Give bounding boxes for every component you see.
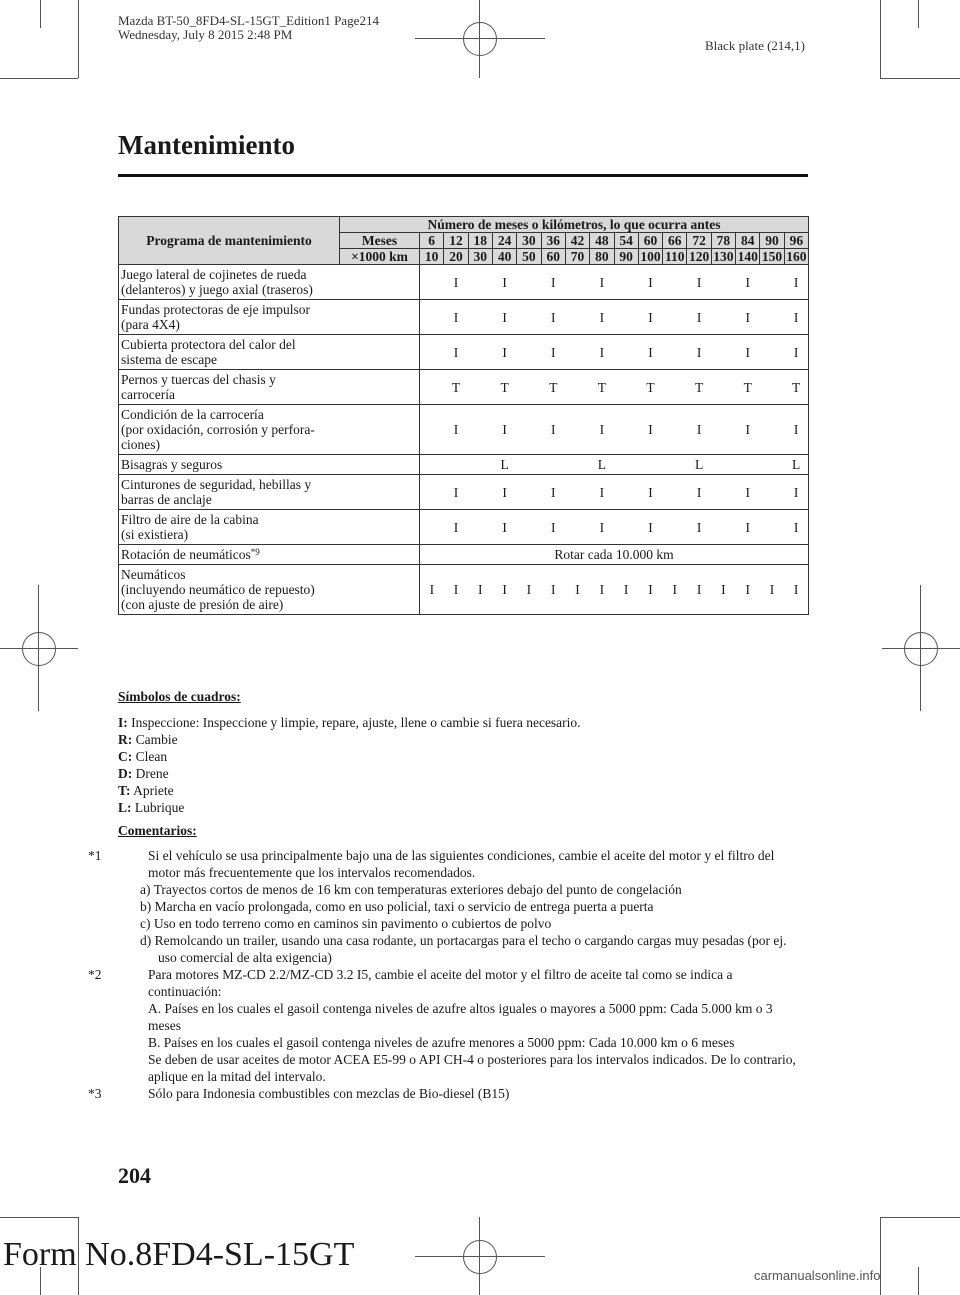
km-value-cell: 70 <box>565 249 589 265</box>
print-header-plate: Black plate (214,1) <box>705 38 805 53</box>
schedule-mark-cell <box>760 475 784 510</box>
maintenance-item-text: Neumáticos <box>121 567 186 582</box>
maintenance-item-text: ciones) <box>121 437 160 452</box>
maintenance-item-text: Fundas protectoras de eje impulsor <box>121 302 310 317</box>
schedule-mark-cell: I <box>420 565 444 615</box>
comment-1-sublist <box>118 881 808 966</box>
months-value-cell: 78 <box>711 233 735 249</box>
schedule-mark-cell: T <box>638 370 662 405</box>
schedule-mark-cell <box>760 265 784 300</box>
schedule-mark-cell <box>663 455 687 475</box>
months-value-cell: 30 <box>517 233 541 249</box>
symbol-key: D: <box>118 766 133 781</box>
schedule-mark-cell <box>663 510 687 545</box>
schedule-mark-cell <box>711 455 735 475</box>
maintenance-item-text: Rotación de neumáticos <box>121 547 251 562</box>
maintenance-item-cell <box>119 370 420 405</box>
schedule-mark-cell <box>663 405 687 455</box>
schedule-mark-cell <box>663 265 687 300</box>
months-label-cell: Meses <box>340 233 420 249</box>
schedule-mark-cell <box>420 475 444 510</box>
schedule-mark-cell: L <box>784 455 808 475</box>
schedule-mark-cell: I <box>784 300 808 335</box>
comment-2-text: Para motores MZ-CD 2.2/MZ-CD 3.2 I5, cambie el aceite del motor y el filtro de aceite tal como se indica a continuación: <box>148 967 733 999</box>
months-value-cell: 12 <box>444 233 468 249</box>
table-row <box>119 405 809 455</box>
maintenance-schedule-table <box>118 216 809 615</box>
table-row <box>119 335 809 370</box>
schedule-mark-cell: I <box>492 475 516 510</box>
km-value-cell: 100 <box>638 249 662 265</box>
schedule-mark-cell <box>420 335 444 370</box>
schedule-mark-cell <box>760 335 784 370</box>
schedule-mark-cell: I <box>444 300 468 335</box>
schedule-mark-cell <box>614 300 638 335</box>
comments-section <box>88 822 808 1102</box>
schedule-mark-cell <box>736 455 760 475</box>
km-value-cell: 80 <box>590 249 614 265</box>
schedule-mark-cell: I <box>784 475 808 510</box>
schedule-mark-cell <box>468 405 492 455</box>
months-value-cell: 90 <box>760 233 784 249</box>
schedule-mark-cell <box>565 265 589 300</box>
schedule-mark-cell: I <box>517 565 541 615</box>
km-value-cell: 90 <box>614 249 638 265</box>
schedule-mark-cell <box>541 455 565 475</box>
comment-2-oil-spec: Se deben de usar aceites de motor ACEA E5-99 o API CH-4 o posteriores para los intervalos indicados. De lo contrario, aplique en la mitad del intervalo. <box>148 1052 796 1084</box>
comment-1-condition: a) Trayectos cortos de menos de 16 km con temperaturas exteriores debajo del punto de congelación <box>140 882 682 897</box>
registration-mark-bottom <box>463 1240 497 1274</box>
schedule-mark-cell: I <box>638 475 662 510</box>
symbol-item <box>118 765 808 782</box>
schedule-mark-cell <box>517 405 541 455</box>
schedule-mark-cell <box>711 300 735 335</box>
schedule-mark-cell: I <box>444 405 468 455</box>
symbol-key: C: <box>118 749 133 764</box>
schedule-mark-cell: I <box>614 565 638 615</box>
schedule-mark-cell: I <box>590 335 614 370</box>
months-value-cell: 84 <box>736 233 760 249</box>
schedule-mark-cell <box>614 455 638 475</box>
corner-label-cell: Programa de mantenimiento <box>119 217 340 265</box>
schedule-mark-cell: I <box>784 335 808 370</box>
schedule-mark-cell: I <box>492 510 516 545</box>
page-number: 204 <box>118 1163 151 1188</box>
schedule-mark-cell: I <box>687 565 711 615</box>
schedule-mark-cell <box>420 405 444 455</box>
schedule-mark-cell <box>760 300 784 335</box>
schedule-mark-cell <box>760 405 784 455</box>
maintenance-item-cell <box>119 265 420 300</box>
schedule-mark-cell <box>517 510 541 545</box>
schedule-mark-cell <box>468 475 492 510</box>
schedule-mark-cell: T <box>687 370 711 405</box>
schedule-mark-cell: I <box>711 565 735 615</box>
symbol-item <box>118 714 808 731</box>
schedule-mark-cell <box>517 455 541 475</box>
schedule-mark-cell: I <box>444 335 468 370</box>
schedule-mark-cell <box>663 335 687 370</box>
months-value-cell: 48 <box>590 233 614 249</box>
registration-mark-right <box>904 632 938 666</box>
months-value-cell: 42 <box>565 233 589 249</box>
schedule-mark-cell <box>711 475 735 510</box>
print-header-line2: Wednesday, July 8 2015 2:48 PM <box>118 27 293 42</box>
symbols-section <box>118 688 808 816</box>
symbol-description: Inspeccione: Inspeccione y limpie, repare, ajuste, llene o cambie si fuera necesario. <box>127 715 581 730</box>
maintenance-item-text: Filtro de aire de la cabina <box>121 512 259 527</box>
symbol-item <box>118 799 808 816</box>
schedule-mark-cell: I <box>687 405 711 455</box>
print-header-line1: Mazda BT-50_8FD4-SL-15GT_Edition1 Page214 <box>118 13 379 28</box>
comment-3-number: *3 <box>88 1086 102 1101</box>
symbols-heading: Símbolos de cuadros: <box>118 689 241 704</box>
comment-1-condition: d) Remolcando un trailer, usando una casa rodante, un portacargas para el techo o cargando cargas muy pesadas (por ej. uso comercial de alta exigencia) <box>140 933 787 965</box>
symbol-key: I: <box>118 715 128 730</box>
months-value-cell: 60 <box>638 233 662 249</box>
symbol-key: R: <box>118 732 133 747</box>
symbol-description: Cambie <box>132 732 178 747</box>
schedule-mark-cell: I <box>492 335 516 370</box>
schedule-mark-cell <box>420 265 444 300</box>
schedule-mark-cell <box>517 370 541 405</box>
table-row <box>119 370 809 405</box>
maintenance-item-text: (incluyendo neumático de repuesto) <box>121 582 315 597</box>
schedule-mark-cell <box>711 370 735 405</box>
table-row <box>119 545 809 565</box>
maintenance-item-cell <box>119 475 420 510</box>
maintenance-item-cell <box>119 455 420 475</box>
schedule-mark-cell <box>420 300 444 335</box>
comment-1-text: Si el vehículo se usa principalmente bajo una de las siguientes condiciones, cambie el aceite del motor y el filtro del motor más frecuentemente que los intervalos recomendados. <box>148 848 775 880</box>
schedule-mark-cell <box>614 475 638 510</box>
comments-heading: Comentarios: <box>118 823 197 838</box>
symbol-key: L: <box>118 800 132 815</box>
symbol-description: Drene <box>132 766 169 781</box>
schedule-mark-cell: I <box>541 300 565 335</box>
comment-1-condition: c) Uso en todo terreno como en caminos sin pavimento o cubiertos de polvo <box>140 916 552 931</box>
watermark: carmanualsonline.info <box>754 1268 881 1283</box>
schedule-mark-cell <box>565 370 589 405</box>
schedule-mark-cell: I <box>736 335 760 370</box>
km-value-cell: 130 <box>711 249 735 265</box>
header-row <box>119 217 809 233</box>
months-value-cell: 24 <box>492 233 516 249</box>
km-label-cell: ×1000 km <box>340 249 420 265</box>
comment-2-option-b: B. Países en los cuales el gasoil contenga niveles de azufre menores a 5000 ppm: Cada 10.000 km o 6 meses <box>148 1035 735 1050</box>
schedule-mark-cell: L <box>492 455 516 475</box>
maintenance-item-cell <box>119 300 420 335</box>
schedule-mark-cell: I <box>736 405 760 455</box>
schedule-mark-cell: I <box>736 510 760 545</box>
schedule-mark-cell: I <box>638 300 662 335</box>
maintenance-item-text: (delanteros) y juego axial (traseros) <box>121 282 313 297</box>
schedule-mark-cell: I <box>590 265 614 300</box>
months-value-cell: 72 <box>687 233 711 249</box>
km-value-cell: 150 <box>760 249 784 265</box>
page-title: Mantenimiento <box>118 130 295 160</box>
schedule-mark-cell: I <box>760 565 784 615</box>
schedule-mark-cell: I <box>687 265 711 300</box>
schedule-mark-cell <box>614 370 638 405</box>
schedule-mark-cell: I <box>590 405 614 455</box>
schedule-mark-cell <box>614 405 638 455</box>
schedule-mark-cell: I <box>541 265 565 300</box>
schedule-mark-cell <box>711 510 735 545</box>
schedule-mark-cell: I <box>687 300 711 335</box>
schedule-mark-cell: I <box>784 405 808 455</box>
maintenance-item-text: carrocería <box>121 387 175 402</box>
comment-1-condition: b) Marcha en vacío prolongada, como en uso policial, taxi o servicio de entrega puerta a puerta <box>140 899 654 914</box>
schedule-mark-cell <box>711 265 735 300</box>
schedule-mark-cell <box>614 265 638 300</box>
schedule-mark-cell: I <box>541 510 565 545</box>
schedule-mark-cell <box>468 370 492 405</box>
schedule-mark-cell: L <box>687 455 711 475</box>
months-value-cell: 6 <box>420 233 444 249</box>
comment-3 <box>88 1085 808 1102</box>
maintenance-item-text: Pernos y tuercas del chasis y <box>121 372 276 387</box>
km-value-cell: 140 <box>736 249 760 265</box>
table-row <box>119 300 809 335</box>
schedule-mark-cell: I <box>784 510 808 545</box>
schedule-mark-cell <box>420 510 444 545</box>
schedule-mark-cell <box>420 370 444 405</box>
km-value-cell: 10 <box>420 249 444 265</box>
schedule-mark-cell: I <box>784 565 808 615</box>
schedule-mark-cell: I <box>736 300 760 335</box>
table-row <box>119 565 809 615</box>
km-value-cell: 40 <box>492 249 516 265</box>
schedule-mark-cell: I <box>541 405 565 455</box>
schedule-mark-cell: I <box>492 300 516 335</box>
schedule-mark-cell: I <box>444 265 468 300</box>
schedule-mark-cell: I <box>444 565 468 615</box>
maintenance-item-cell <box>119 565 420 615</box>
schedule-mark-cell <box>711 335 735 370</box>
schedule-mark-cell <box>760 510 784 545</box>
registration-mark-top <box>463 22 497 56</box>
schedule-mark-cell: I <box>541 475 565 510</box>
footnote-marker: *9 <box>250 547 260 557</box>
symbol-description: Apriete <box>130 783 174 798</box>
km-value-cell: 30 <box>468 249 492 265</box>
schedule-mark-cell: I <box>736 265 760 300</box>
comment-3-text: Sólo para Indonesia combustibles con mezclas de Bio-diesel (B15) <box>148 1086 510 1101</box>
schedule-mark-cell <box>517 300 541 335</box>
schedule-mark-cell: I <box>444 475 468 510</box>
schedule-mark-cell <box>565 475 589 510</box>
schedule-mark-cell <box>468 510 492 545</box>
schedule-mark-cell <box>468 455 492 475</box>
schedule-mark-cell: I <box>565 565 589 615</box>
km-value-cell: 60 <box>541 249 565 265</box>
table-row <box>119 510 809 545</box>
schedule-mark-cell <box>565 335 589 370</box>
schedule-mark-cell <box>663 300 687 335</box>
maintenance-item-text: barras de anclaje <box>121 492 212 507</box>
schedule-mark-cell: I <box>736 475 760 510</box>
schedule-mark-cell <box>760 455 784 475</box>
schedule-mark-cell: I <box>638 265 662 300</box>
schedule-mark-cell: I <box>687 510 711 545</box>
comment-1-number: *1 <box>88 848 102 863</box>
maintenance-item-cell <box>119 405 420 455</box>
schedule-mark-cell <box>614 335 638 370</box>
months-value-cell: 54 <box>614 233 638 249</box>
schedule-mark-cell: I <box>492 405 516 455</box>
km-value-cell: 20 <box>444 249 468 265</box>
schedule-mark-cell <box>711 405 735 455</box>
schedule-mark-cell: T <box>444 370 468 405</box>
title-rule <box>118 174 808 177</box>
registration-mark-left <box>22 632 56 666</box>
symbol-item <box>118 731 808 748</box>
maintenance-item-cell <box>119 510 420 545</box>
maintenance-item-cell <box>119 545 420 565</box>
schedule-mark-cell <box>565 510 589 545</box>
schedule-mark-cell: I <box>468 565 492 615</box>
schedule-mark-cell: I <box>638 405 662 455</box>
schedule-mark-cell: L <box>590 455 614 475</box>
km-value-cell: 110 <box>663 249 687 265</box>
schedule-mark-cell: I <box>492 265 516 300</box>
table-row <box>119 455 809 475</box>
schedule-mark-cell <box>468 300 492 335</box>
maintenance-item-text: (por oxidación, corrosión y perfora- <box>121 422 315 437</box>
months-value-cell: 66 <box>663 233 687 249</box>
symbol-key: T: <box>118 783 131 798</box>
schedule-mark-cell <box>638 455 662 475</box>
schedule-mark-cell <box>614 510 638 545</box>
maintenance-item-text: (para 4X4) <box>121 317 180 332</box>
span-header-cell: Número de meses o kilómetros, lo que ocurra antes <box>340 217 809 233</box>
maintenance-item-text: Bisagras y seguros <box>121 457 223 472</box>
maintenance-item-text: sistema de escape <box>121 352 217 367</box>
months-value-cell: 96 <box>784 233 808 249</box>
maintenance-item-text: (si existiera) <box>121 527 189 542</box>
maintenance-item-text: (con ajuste de presión de aire) <box>121 597 284 612</box>
schedule-mark-cell: T <box>590 370 614 405</box>
comment-1 <box>88 847 808 881</box>
schedule-mark-cell: I <box>492 565 516 615</box>
schedule-mark-cell: T <box>492 370 516 405</box>
schedule-mark-cell <box>444 455 468 475</box>
schedule-mark-cell: I <box>638 565 662 615</box>
symbol-item <box>118 748 808 765</box>
symbol-description: Lubrique <box>131 800 185 815</box>
schedule-mark-cell: I <box>687 475 711 510</box>
schedule-mark-cell <box>517 475 541 510</box>
schedule-mark-cell: T <box>736 370 760 405</box>
schedule-mark-cell <box>760 370 784 405</box>
months-value-cell: 18 <box>468 233 492 249</box>
schedule-mark-cell: I <box>590 565 614 615</box>
schedule-mark-cell: I <box>590 475 614 510</box>
table-row <box>119 475 809 510</box>
form-number: Form No.8FD4-SL-15GT <box>3 1236 355 1273</box>
maintenance-item-text: Cinturones de seguridad, hebillas y <box>121 477 312 492</box>
schedule-mark-cell: T <box>541 370 565 405</box>
maintenance-item-text: Juego lateral de cojinetes de rueda <box>121 267 307 282</box>
schedule-mark-cell: I <box>638 510 662 545</box>
schedule-mark-cell: T <box>784 370 808 405</box>
schedule-mark-cell <box>565 455 589 475</box>
schedule-mark-cell: I <box>638 335 662 370</box>
schedule-mark-cell: I <box>444 510 468 545</box>
schedule-mark-cell <box>663 370 687 405</box>
comment-2-option-a: A. Países en los cuales el gasoil contenga niveles de azufre altos iguales o mayores a 5000 ppm: Cada 5.000 km o 3 meses <box>148 1001 773 1033</box>
interval-span-cell: Rotar cada 10.000 km <box>420 545 809 565</box>
symbol-item <box>118 782 808 799</box>
schedule-mark-cell: I <box>736 565 760 615</box>
schedule-mark-cell <box>663 475 687 510</box>
schedule-mark-cell: I <box>784 265 808 300</box>
schedule-mark-cell <box>565 300 589 335</box>
schedule-mark-cell <box>565 405 589 455</box>
schedule-mark-cell: I <box>663 565 687 615</box>
schedule-mark-cell: I <box>541 565 565 615</box>
schedule-mark-cell <box>468 335 492 370</box>
km-value-cell: 50 <box>517 249 541 265</box>
comment-2 <box>88 966 808 1000</box>
maintenance-item-text: Condición de la carrocería <box>121 407 264 422</box>
maintenance-item-cell <box>119 335 420 370</box>
schedule-mark-cell: I <box>541 335 565 370</box>
maintenance-item-text: Cubierta protectora del calor del <box>121 337 296 352</box>
km-value-cell: 160 <box>784 249 808 265</box>
schedule-mark-cell <box>420 455 444 475</box>
table-row <box>119 265 809 300</box>
km-value-cell: 120 <box>687 249 711 265</box>
schedule-mark-cell <box>517 265 541 300</box>
schedule-mark-cell <box>517 335 541 370</box>
symbols-list <box>118 714 808 816</box>
schedule-mark-cell: I <box>687 335 711 370</box>
comment-2-number: *2 <box>88 967 102 982</box>
symbol-description: Clean <box>132 749 168 764</box>
schedule-mark-cell: I <box>590 510 614 545</box>
schedule-mark-cell: I <box>590 300 614 335</box>
schedule-mark-cell <box>468 265 492 300</box>
months-value-cell: 36 <box>541 233 565 249</box>
